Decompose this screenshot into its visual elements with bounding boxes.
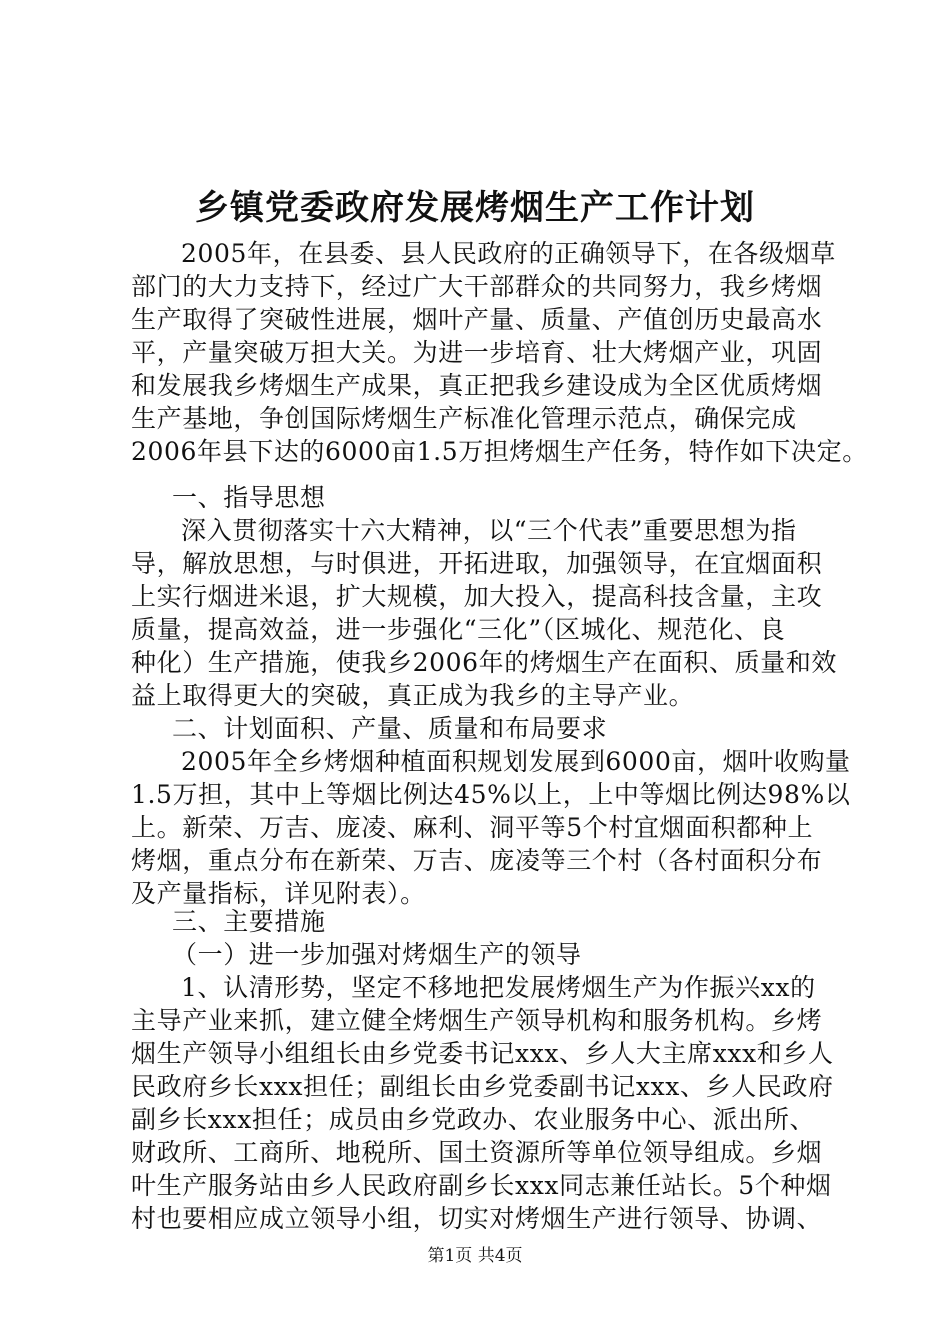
paragraph-line: 叶生产服务站由乡人民政府副乡长xxx同志兼任站长。5个种烟	[131, 1171, 832, 1200]
section-heading: 一、指导思想	[172, 483, 326, 512]
paragraph-line: 主导产业来抓，建立健全烤烟生产领导机构和服务机构。乡烤	[131, 1006, 823, 1035]
paragraph-line: 上。新荣、万吉、庞凌、麻利、洞平等5个村宜烟面积都种上	[131, 813, 814, 842]
paragraph-line: 生产基地，争创国际烤烟生产标准化管理示范点，确保完成	[131, 404, 797, 433]
paragraph-line: 和发展我乡烤烟生产成果，真正把我乡建设成为全区优质烤烟	[131, 371, 823, 400]
paragraph-line: 深入贯彻落实十六大精神，以“三个代表”重要思想为指	[181, 516, 797, 545]
paragraph-line: 烟生产领导小组组长由乡党委书记xxx、乡人大主席xxx和乡人	[131, 1039, 834, 1068]
section-heading: 二、计划面积、产量、质量和布局要求	[172, 714, 608, 743]
paragraph-line: 部门的大力支持下，经过广大干部群众的共同努力，我乡烤烟	[131, 272, 823, 301]
paragraph-line: 益上取得更大的突破，真正成为我乡的主导产业。	[131, 681, 695, 710]
paragraph-line: 2005年，在县委、县人民政府的正确领导下，在各级烟草	[181, 239, 836, 268]
paragraph-line: 1、认清形势，坚定不移地把发展烤烟生产为作振兴xx的	[181, 973, 816, 1002]
paragraph-line: 2005年全乡烤烟种植面积规划发展到6000亩，烟叶收购量	[181, 747, 851, 776]
paragraph-line: 种化）生产措施，使我乡2006年的烤烟生产在面积、质量和效	[131, 648, 838, 677]
paragraph-line: 2006年县下达的6000亩1.5万担烤烟生产任务，特作如下决定。	[131, 437, 868, 466]
paragraph-line: 民政府乡长xxx担任；副组长由乡党委副书记xxx、乡人民政府	[131, 1072, 834, 1101]
subsection-heading: （一）进一步加强对烤烟生产的领导	[172, 940, 582, 969]
paragraph-line: 副乡长xxx担任；成员由乡党政办、农业服务中心、派出所、	[131, 1105, 816, 1134]
paragraph-line: 平，产量突破万担大关。为进一步培育、壮大烤烟产业，巩固	[131, 338, 823, 367]
paragraph-line: 导，解放思想，与时俱进，开拓进取，加强领导，在宜烟面积	[131, 549, 823, 578]
paragraph-line: 烤烟，重点分布在新荣、万吉、庞凌等三个村（各村面积分布	[131, 846, 823, 875]
paragraph-line: 财政所、工商所、地税所、国土资源所等单位领导组成。乡烟	[131, 1138, 823, 1167]
section-heading: 三、主要措施	[172, 907, 326, 936]
paragraph-line: 上实行烟进米退，扩大规模，加大投入，提高科技含量，主攻	[131, 582, 823, 611]
page-footer: 第1页 共4页	[427, 1246, 523, 1266]
document-title: 乡镇党委政府发展烤烟生产工作计划	[195, 188, 755, 228]
paragraph-line: 1.5万担，其中上等烟比例达45%以上，上中等烟比例达98%以	[131, 780, 851, 809]
paragraph-line: 及产量指标，详见附表）。	[131, 879, 426, 908]
paragraph-line: 生产取得了突破性进展，烟叶产量、质量、产值创历史最高水	[131, 305, 823, 334]
paragraph-line: 村也要相应成立领导小组，切实对烤烟生产进行领导、协调、	[131, 1204, 823, 1233]
paragraph-line: 质量，提高效益，进一步强化“三化”（区城化、规范化、良	[131, 615, 786, 644]
